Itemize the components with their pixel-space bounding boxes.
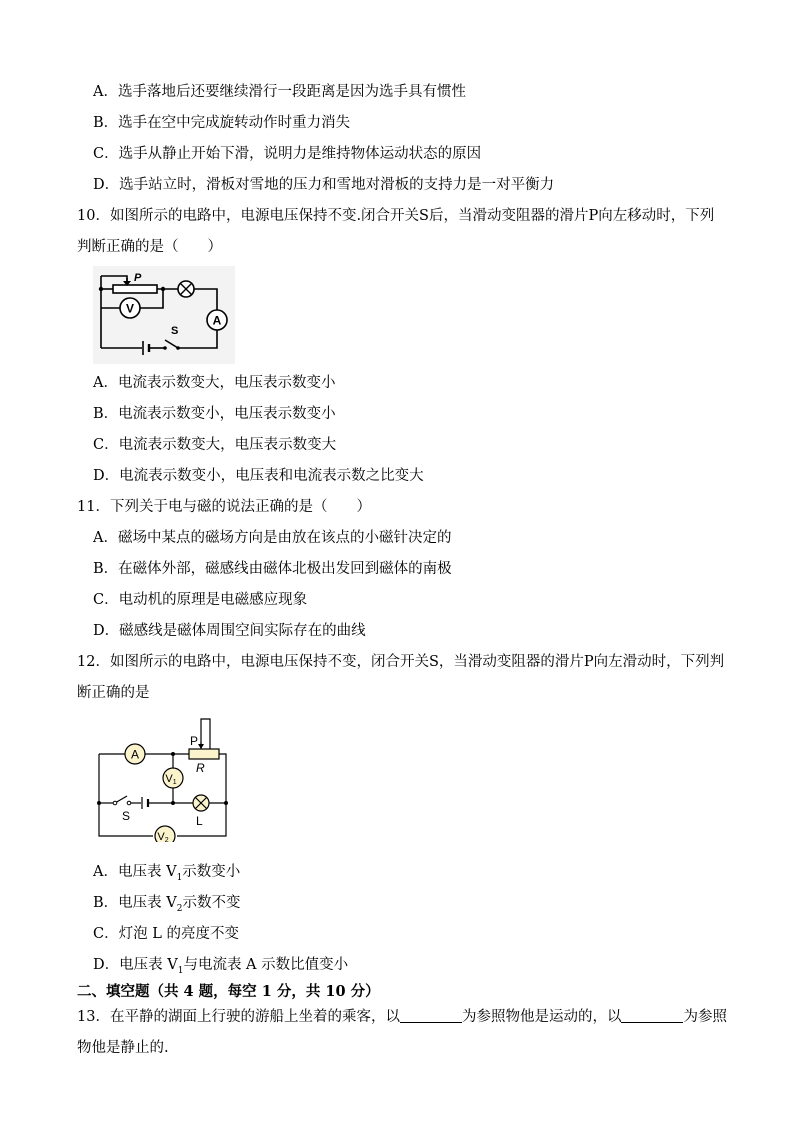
q12-option-c: C．灯泡 L 的亮度不变 — [93, 926, 239, 942]
q10-voltmeter-label: V — [125, 301, 135, 316]
q12-switch-label: S — [122, 809, 131, 823]
q12-rheostat-label: R — [196, 761, 205, 775]
q11-stem: 11．下列关于电与磁的说法正确的是（ ） — [77, 499, 371, 515]
q13-blank-2 — [621, 1008, 683, 1023]
q12-v2-label: V — [157, 831, 165, 842]
q10-stem-line2: 判断正确的是（ ） — [77, 239, 222, 255]
q12-option-a: A．电压表 $V_1$示数变小 — [93, 864, 241, 883]
q12-v2-sub: 2 — [164, 837, 169, 842]
q11-option-c: C．电动机的原理是电磁感应现象 — [93, 592, 308, 608]
q12-ammeter-label: A — [130, 747, 140, 762]
q11-option-d: D．磁感线是磁体周围空间实际存在的曲线 — [93, 623, 366, 639]
q12-stem-line2: 断正确的是 — [77, 685, 150, 701]
q9-option-b: B．选手在空中完成旋转动作时重力消失 — [93, 115, 351, 131]
q13-blank-1 — [400, 1008, 462, 1023]
q10-stem-line1: 10．如图所示的电路中，电源电压保持不变.闭合开关S后，当滑动变阻器的滑片P向左移动时，下列 — [77, 208, 715, 224]
q12-v1-label: V — [165, 773, 173, 785]
q10-option-b: B．电流表示数变小，电压表示数变小 — [93, 406, 336, 422]
q12-lamp-label: L — [196, 814, 203, 828]
q12-option-d: D．电压表 $V_1$与电流表 A 示数比值变小 — [93, 957, 349, 976]
q11-option-b: B．在磁体外部，磁感线由磁体北极出发回到磁体的南极 — [93, 561, 452, 577]
q12-circuit-diagram — [93, 714, 233, 842]
q12-v1-sub: 1 — [172, 779, 177, 786]
q13-line2: 物他是静止的. — [77, 1040, 169, 1056]
q12-lamp-icon — [193, 795, 209, 811]
q10-switch-label: S — [171, 325, 179, 337]
q10-ammeter-label: A — [212, 313, 222, 328]
q9-option-d: D．选手站立时，滑板对雪地的压力和雪地对滑板的支持力是一对平衡力 — [93, 177, 555, 193]
q9-option-c: C．选手从静止开始下滑，说明力是维持物体运动状态的原因 — [93, 146, 482, 162]
q10-slider-label: P — [134, 272, 142, 284]
q12-option-b: B．电压表 $V_2$示数不变 — [93, 895, 241, 914]
q10-lamp-icon — [178, 281, 194, 297]
section-title-fill-in: 二、填空题（共 4 题，每空 1 分，共 10 分） — [77, 983, 380, 1000]
q10-option-a: A．电流表示数变大，电压表示数变小 — [93, 375, 336, 391]
q13-line1: 13．在平静的湖面上行驶的游船上坐着的乘客，以 为参照物他是运动的，以 为参照 — [77, 1009, 727, 1025]
q10-circuit-diagram — [93, 266, 235, 364]
q10-option-d: D．电流表示数变小，电压表和电流表示数之比变大 — [93, 468, 424, 484]
q12-slider-label: P — [190, 734, 199, 748]
q12-stem-line1: 12．如图所示的电路中，电源电压保持不变，闭合开关S，当滑动变阻器的滑片P向左滑动时，下列判 — [77, 654, 725, 670]
q9-option-a: A．选手落地后还要继续滑行一段距离是因为选手具有惯性 — [93, 84, 466, 100]
q11-option-a: A．磁场中某点的磁场方向是由放在该点的小磁针决定的 — [93, 530, 452, 546]
q10-option-c: C．电流表示数变大，电压表示数变大 — [93, 437, 337, 453]
